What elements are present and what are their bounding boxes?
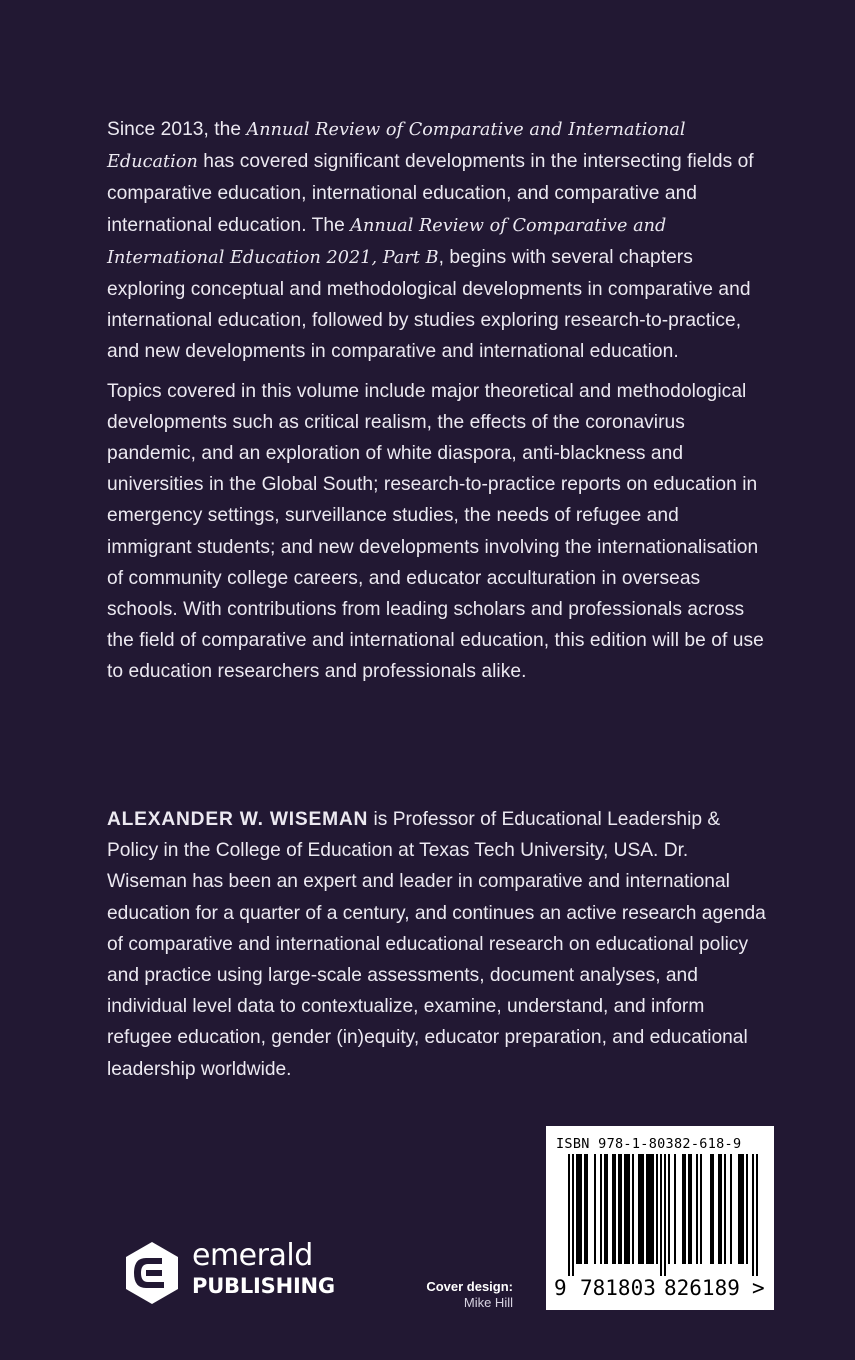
barcode-bar	[712, 1154, 714, 1264]
barcode-bar	[720, 1154, 722, 1264]
author-bio-text: is Professor of Educational Leadership & Policy in the College of Education at Texas Tech University, USA. Dr. Wiseman has been an expert and leader in comparative and international education for a quarter of a century, and continues an active research agenda of comparative and international educational research on educational policy and practice using large-scale assessments, document analyses, and individual level data to contextualize, examine, understand, and inform refugee education, gender (in)equity, educator preparation, and educational leadership worldwide.	[107, 809, 766, 1080]
barcode-bar	[746, 1154, 748, 1264]
isbn-label: ISBN 978-1-80382-618-9	[556, 1136, 742, 1152]
barcode-bar	[604, 1154, 606, 1264]
barcode-bar	[620, 1154, 622, 1264]
barcode-bar	[628, 1154, 630, 1264]
barcode-bar	[674, 1154, 676, 1264]
barcode-bar	[660, 1154, 662, 1276]
barcode-bar	[568, 1154, 570, 1276]
barcode-bar	[584, 1154, 586, 1264]
barcode-bar	[624, 1154, 626, 1264]
barcode-bar	[738, 1154, 740, 1264]
cover-design-label: Cover design:	[426, 1279, 513, 1294]
publisher-logo	[124, 1240, 344, 1310]
barcode-bar	[612, 1154, 614, 1264]
book-title-italic: Annual Review of Comparative and International Education 2021, Part B	[107, 215, 667, 268]
barcode-bar	[756, 1154, 758, 1276]
barcode-bar	[664, 1154, 666, 1276]
barcode-bar	[642, 1154, 644, 1264]
barcode-bar	[638, 1154, 640, 1264]
blurb-paragraph-2: Topics covered in this volume include major theoretical and methodological developments such as critical realism, the effects of the coronavirus pandemic, and an exploration of white diaspora, anti-blackness and universities in the Global South; research-to-practice reports on education in emergency settings, surveillance studies, the needs of refugee and immigrant students; and new developments involving the internationalisation of community college careers, and educator acculturation in overseas schools. With contributions from leading scholars and professionals across the field of comparative and international education, this edition will be of use to education researchers and professionals alike.	[107, 380, 764, 683]
barcode-bar	[730, 1154, 732, 1264]
barcode-bar	[700, 1154, 702, 1264]
logo-wordmark-emerald: emerald	[192, 1238, 313, 1273]
blurb-text-run: Since 2013, the	[107, 119, 247, 140]
author-bio	[107, 804, 767, 1085]
barcode-bar	[682, 1154, 684, 1264]
barcode-bar	[626, 1154, 628, 1264]
barcode-bar	[594, 1154, 596, 1264]
barcode-bar	[578, 1154, 580, 1264]
book-title-italic: Annual Review of Comparative and International Education	[107, 120, 686, 173]
barcode-bar	[690, 1154, 692, 1264]
barcode-bar	[668, 1154, 670, 1264]
barcode-bar	[752, 1154, 754, 1276]
author-name: ALEXANDER W. WISEMAN	[107, 809, 369, 830]
blurb-paragraph-1	[107, 114, 767, 368]
barcode-bar	[614, 1154, 616, 1264]
logo-wordmark-publishing: PUBLISHING	[192, 1274, 335, 1298]
barcode-bar	[648, 1154, 650, 1264]
barcode-bar	[576, 1154, 578, 1264]
barcode-bar	[724, 1154, 726, 1264]
barcode-bar	[646, 1154, 648, 1264]
barcode-bar	[618, 1154, 620, 1264]
barcode-quiet-zone-marker: >	[752, 1276, 765, 1300]
barcode-bars	[558, 1154, 762, 1276]
blurb-text-run: has covered significant developments in the intersecting fields of comparative education, international education, and comparative and international education. The	[107, 151, 754, 236]
barcode-bar	[740, 1154, 742, 1264]
barcode-bar	[718, 1154, 720, 1264]
barcode-bar	[742, 1154, 744, 1264]
blurb-text-run: , begins with several chapters exploring conceptual and methodological developments in comparative and international education, followed by studies exploring research-to-practice, and new developments in comparative and international education.	[107, 246, 751, 363]
barcode-digit-lead: 9	[554, 1276, 567, 1300]
emerald-hexagon-icon	[124, 1240, 180, 1306]
barcode-bar	[606, 1154, 608, 1264]
description-blurb	[107, 114, 767, 696]
barcode-bar	[632, 1154, 634, 1264]
barcode-bar	[684, 1154, 686, 1264]
barcode-digits-right: 826189	[664, 1276, 740, 1300]
barcode-bar	[600, 1154, 602, 1264]
barcode-bar	[580, 1154, 582, 1264]
barcode-bar	[656, 1154, 658, 1264]
cover-design-credit	[405, 1279, 513, 1311]
barcode-bar	[688, 1154, 690, 1264]
barcode-bar	[572, 1154, 574, 1276]
barcode-digits-left: 781803	[580, 1276, 656, 1300]
cover-designer-name: Mike Hill	[463, 1295, 513, 1310]
barcode-bar	[652, 1154, 654, 1264]
barcode-bar	[640, 1154, 642, 1264]
isbn-barcode	[546, 1126, 774, 1310]
barcode-bar	[650, 1154, 652, 1264]
barcode-bar	[710, 1154, 712, 1264]
barcode-bar	[586, 1154, 588, 1264]
barcode-bar	[696, 1154, 698, 1264]
